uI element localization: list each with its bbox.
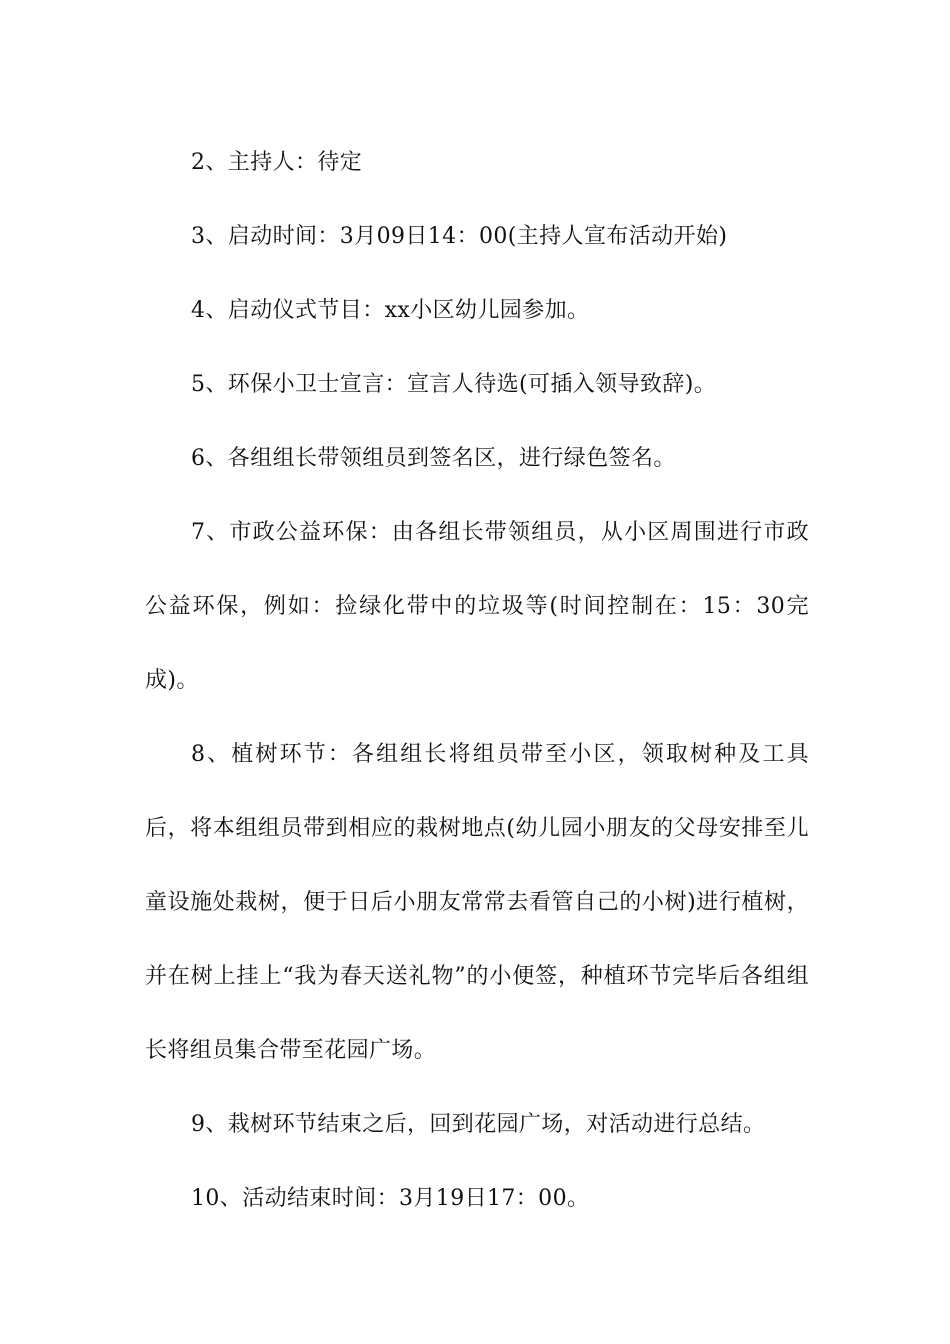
- paragraph-summary: 9、栽树环节结束之后，回到花园广场，对活动进行总结。: [191, 1112, 766, 1137]
- paragraph-ceremony-program: 4、启动仪式节目：xx小区幼儿园参加。: [191, 298, 590, 323]
- paragraph-signing: 6、各组组长带领组员到签名区，进行绿色签名。: [191, 446, 676, 471]
- paragraph-declaration: 5、环保小卫士宣言：宣言人待选(可插入领导致辞)。: [191, 372, 717, 397]
- paragraph-host: 2、主持人：待定: [191, 150, 363, 175]
- paragraph-start-time: 3、启动时间：3月09日14：00(主持人宣布活动开始): [191, 224, 728, 249]
- paragraph-end-time: 10、活动结束时间：3月19日17：00。: [191, 1186, 590, 1211]
- paragraph-public-welfare: 7、市政公益环保：由各组长带领组员，从小区周围进行市政公益环保，例如：捡绿化带中的垃圾等(时间控制在：15：30完成)。: [145, 520, 809, 693]
- document-body: [145, 126, 809, 1236]
- paragraph-tree-planting: 8、植树环节：各组组长将组员带至小区，领取树种及工具后，将本组组员带到相应的栽树地点(幼儿园小朋友的父母安排至儿童设施处栽树，便于日后小朋友常常去看管自己的小树)进行植树，并在树上挂上“我为春天送礼物”的小便签，种植环节完毕后各组组长将组员集合带至花园广场。: [145, 742, 809, 1063]
